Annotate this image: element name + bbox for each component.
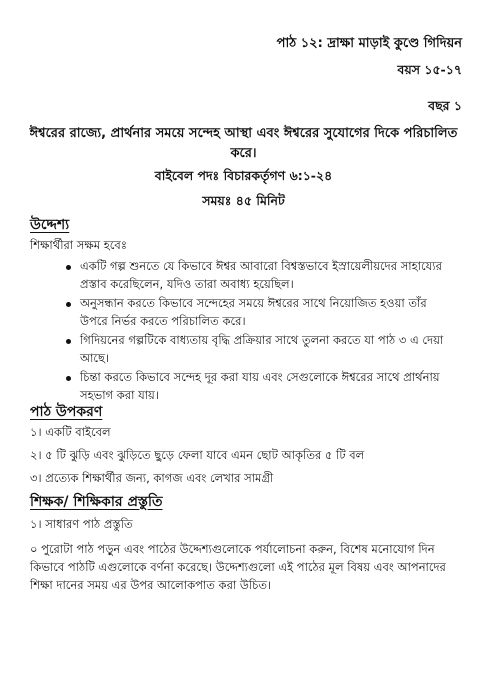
objectives-list xyxy=(0,258,487,404)
objective-text: একটি গল্প শুনতে যে কিভাবে ঈশ্বর আবারো বিশ্বস্তভাবে ইস্রায়েলীয়দের সাহায্যের প্রস্তাব করেছিলেন, যদিও তারা অবাধ্য হয়েছিল। xyxy=(80,259,442,291)
age-range: বয়স ১৫-১৭ xyxy=(397,62,462,77)
list-item xyxy=(80,332,457,367)
bible-passage: বাইবেল পদঃ বিচারকর্তৃগণ ৬:১-২৪ xyxy=(154,168,333,183)
bullet-icon xyxy=(66,302,71,307)
lesson-title: পাঠ ১২: দ্রাক্ষা মাড়াই কুণ্ডে গিদিয়ন xyxy=(276,36,462,51)
general-prep-label: ১। সাধারণ পাঠ প্রস্তুতি xyxy=(30,517,133,531)
material-item: ১। একটি বাইবেল xyxy=(30,425,111,439)
bullet-icon xyxy=(66,376,71,381)
list-item xyxy=(80,295,457,330)
objectives-heading: উদ্দেশ্য xyxy=(30,217,70,233)
objectives-intro: শিক্ষার্থীরা সক্ষম হবেঃ xyxy=(30,238,127,252)
year-label: বছর ১ xyxy=(428,98,462,113)
material-item: ৩। প্রত্যেক শিক্ষার্থীর জন্য, কাগজ এবং লেখার সামগ্রী xyxy=(30,471,274,485)
material-item: ২। ৫ টি ঝুড়ি এবং ঝুড়িতে ছুড়ে ফেলা যাবে এমন ছোট আকৃতির ৫ টি বল xyxy=(30,448,365,462)
prep-paragraph: ০ পুরোটা পাঠ পড়ুন এবং পাঠের উদ্দেশ্যগুলোকে পর্যালোচনা করুন, বিশেষ মনোযোগ দিন কিভাবে পাঠটি এগুলোকে বর্ণনা করেছে। উদ্দেশ্যগুলো এই পাঠের মূল বিষয় এবং আপনাদের শিক্ষা দানের সময় এর উপর আলোকপাত করা উচিত। xyxy=(30,542,446,592)
list-item xyxy=(80,369,457,404)
bullet-icon xyxy=(66,339,71,344)
duration: সময়ঃ ৪৫ মিনিট xyxy=(202,193,285,208)
main-theme: ঈশ্বরের রাজ্যে, প্রার্থনার সময়ে সন্দেহ আস্থা এবং ঈশ্বরের সুযোগের দিকে পরিচালিত করে। xyxy=(29,126,458,161)
teacher-prep-heading: শিক্ষক/ শিক্ষিকার প্রস্তুতি xyxy=(30,494,163,510)
list-item xyxy=(80,258,457,293)
objective-text: গিদিয়নের গল্পটিকে বাধ্যতায় বৃদ্ধি প্রক্রিয়ার সাথে তুলনা করতে যা পাঠ ৩ এ দেয়া আছে। xyxy=(80,333,444,365)
materials-heading: পাঠ উপকরণ xyxy=(30,404,103,420)
objective-text: চিন্তা করতে কিভাবে সন্দেহ দূর করা যায় এবং সেগুলোকে ঈশ্বরের সাথে প্রার্থনায় সহভাগ করা যায়। xyxy=(80,370,440,402)
objective-text: অনুসন্ধান করতে কিভাবে সন্দেহের সময়ে ঈশ্বরের সাথে নিয়োজিত হওয়া তাঁর উপরে নির্ভর করতে পরিচালিত করে। xyxy=(80,296,427,328)
bullet-icon xyxy=(66,265,71,270)
